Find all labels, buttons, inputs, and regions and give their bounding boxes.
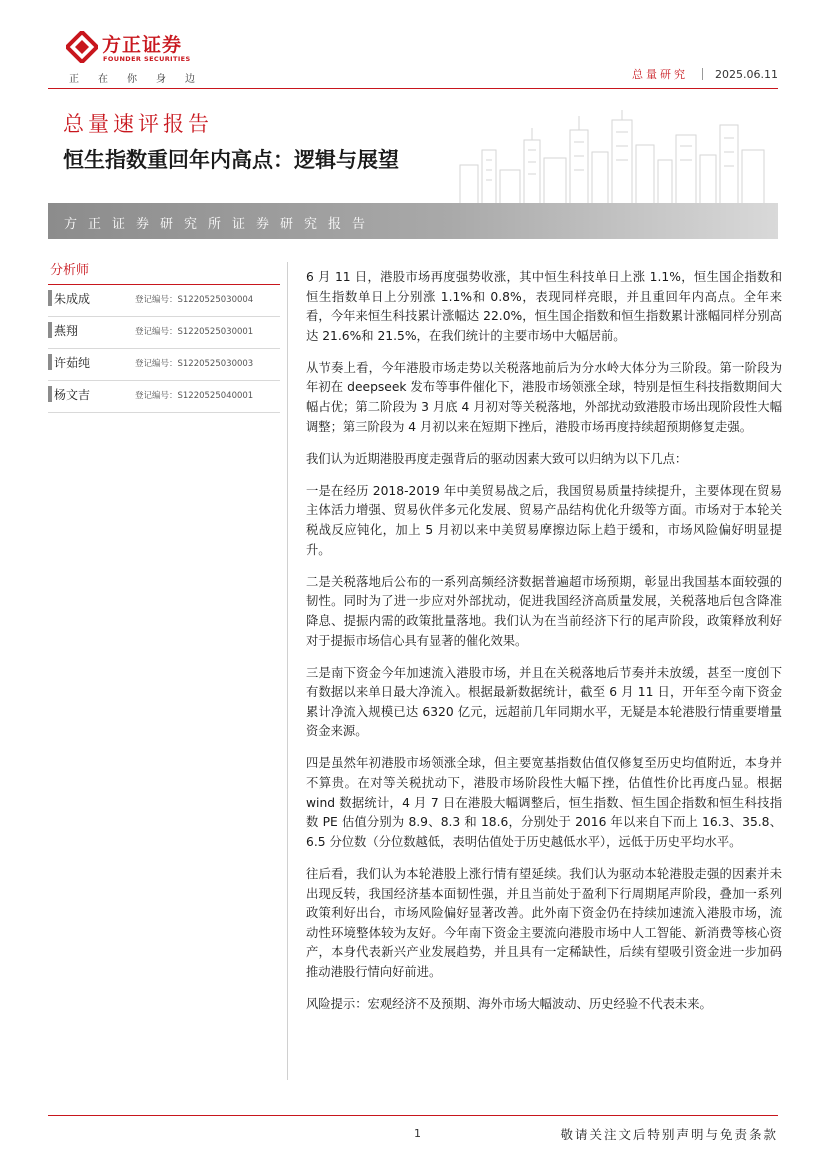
city-skyline-illustration — [450, 110, 780, 205]
analyst-name: 杨文吉 — [54, 388, 91, 402]
footer-rule — [48, 1115, 778, 1116]
analyst-marker — [48, 290, 52, 306]
founder-logo-icon — [66, 31, 98, 63]
brand-logo — [66, 28, 206, 68]
header-rule — [48, 88, 778, 89]
report-body — [306, 268, 782, 1027]
analyst-registration: 登记编号：S1220525030003 — [135, 359, 254, 369]
analyst-registration: 登记编号：S1220525030004 — [135, 295, 254, 305]
analyst-item — [48, 349, 280, 381]
body-paragraph: 我们认为近期港股再度走强背后的驱动因素大致可以归纳为以下几点： — [306, 451, 688, 466]
body-paragraph: 一是在经历 2018-2019 年中美贸易战之后，我国贸易质量持续提升，主要体现在贸易主体活力增强、贸易伙伴多元化发展、贸易产品结构优化升级等方面。市场对于本轮关税战反应钝化，加上 5 月初以来中美贸易摩擦边际上趋于缓和，市场风险偏好明显提升。 — [306, 483, 782, 557]
body-paragraph: 往后看，我们认为本轮港股上涨行情有望延续。我们认为驱动本轮港股走强的因素并未出现反转，我国经济基本面韧性强，并且当前处于盈利下行周期尾声阶段，叠加一系列政策利好出台，市场风险偏好显著改善。此外南下资金仍在持续加速流入港股市场，流动性环境整体较为友好。今年南下资金主要流向港股市场中人工智能、新消费等核心资产，本身代表新兴产业发展趋势，并且具有一定稀缺性，后续有望吸引资金进一步加码推动港股行情向好前进。 — [306, 866, 782, 979]
column-divider — [287, 262, 288, 1080]
risk-warning: 风险提示：宏观经济不及预期、海外市场大幅波动、历史经验不代表未来。 — [306, 997, 712, 1011]
research-banner — [48, 203, 778, 239]
footer-disclaimer: 敬请关注文后特别声明与免责条款 — [560, 1127, 778, 1142]
body-paragraph: 三是南下资金今年加速流入港股市场，并且在关税落地后节奏并未放缓，甚至一度创下有数据以来单日最大净流入。根据最新数据统计，截至 6 月 11 日，开年至今南下资金累计净流入规模已达 6320 亿元，远超前几年同期水平，无疑是本轮港股行情重要增量资金来源。 — [306, 665, 782, 739]
analyst-item — [48, 317, 280, 349]
header-divider — [702, 68, 703, 80]
analyst-marker — [48, 322, 52, 338]
analyst-registration: 登记编号：S1220525030001 — [135, 327, 254, 337]
body-paragraph: 四是虽然年初港股市场领涨全球，但主要宽基指数估值仅修复至历史均值附近，本身并不算贵。在对等关税扰动下，港股市场阶段性大幅下挫，估值性价比再度凸显。根据 wind 数据统计，4 月 7 日在港股大幅调整后，恒生指数、恒生国企指数和恒生科技指数 PE 估值分别为 8.9、8.3 和 18.6，分别处于 2016 年以来自下而上 16.3、35.8、6.5 分位数（分位数越低，表明估值处于历史越低水平），远低于历史平均水平。 — [306, 756, 782, 849]
analyst-name: 燕翔 — [54, 324, 79, 338]
report-type: 总量速评报告 — [63, 112, 213, 136]
analyst-item — [48, 285, 280, 317]
header-category: 总量研究 — [632, 68, 689, 81]
body-paragraph: 6 月 11 日，港股市场再度强势收涨，其中恒生科技单日上涨 1.1%，恒生国企指数和恒生指数单日上分别涨 1.1%和 0.8%，表现同样亮眼，并且重回年内高点。全年来看，今年来恒生科技累计涨幅达 22.0%，恒生国企指数和恒生指数累计涨幅同样分别高达 21.6%和 21.5%，在我们统计的主要市场中大幅居前。 — [306, 270, 782, 343]
brand-name-cn: 方正证券 — [102, 34, 183, 56]
brand-name-en: FOUNDER SECURITIES — [103, 55, 191, 63]
body-paragraph: 从节奏上看，今年港股市场走势以关税落地前后为分水岭大体分为三阶段。第一阶段为年初在 deepseek 发布等事件催化下，港股市场领涨全球，特别是恒生科技指数期间大幅占优；第二阶段为 3 月底 4 月初对等关税落地，外部扰动致港股市场出现阶段性大幅调整；第三阶段为 4 月初以来在短期下挫后，港股市场再度持续超预期修复走强。 — [306, 360, 782, 434]
analyst-heading: 分析师 — [50, 263, 90, 278]
body-paragraph: 二是关税落地后公布的一系列高频经济数据普遍超市场预期，彰显出我国基本面较强的韧性。同时为了进一步应对外部扰动，促进我国经济高质量发展，关税落地后包含降准降息、提振内需的政策批量落地。我们认为在当前经济下行的尾声阶段，政策释放利好对于提振市场信心具有显著的催化效果。 — [306, 574, 782, 648]
analyst-registration: 登记编号：S1220525040001 — [135, 391, 254, 401]
analyst-name: 朱成成 — [54, 292, 91, 306]
analyst-name: 许茹纯 — [54, 356, 91, 370]
analyst-item — [48, 381, 280, 413]
brand-slogan: 正在你身边 — [69, 74, 214, 85]
page-number: 1 — [414, 1127, 421, 1140]
header-date: 2025.06.11 — [715, 68, 778, 81]
analyst-marker — [48, 386, 52, 402]
header-meta — [632, 66, 778, 82]
analyst-panel — [48, 259, 280, 413]
research-banner-text: 方正证券研究所证券研究报告 — [64, 217, 377, 232]
report-title: 恒生指数重回年内高点：逻辑与展望 — [63, 148, 399, 172]
analyst-marker — [48, 354, 52, 370]
